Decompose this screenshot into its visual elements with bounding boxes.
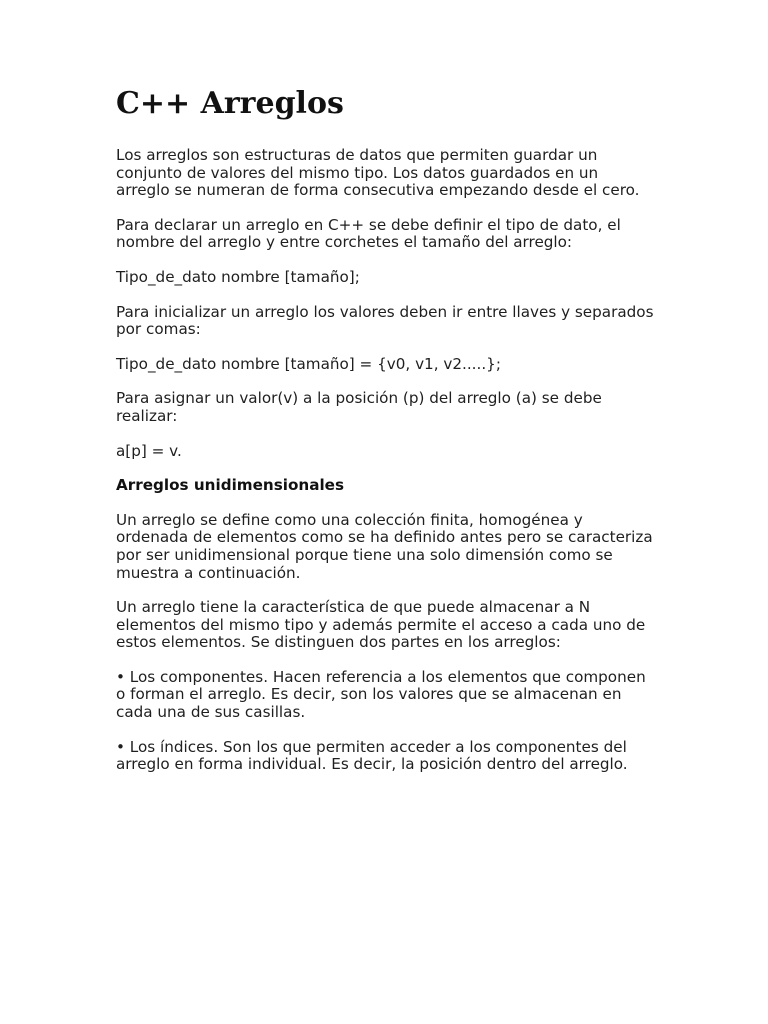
declare-syntax: Tipo_de_dato nombre [tamaño]; xyxy=(116,267,360,286)
bullet-components: • Los componentes. Hacen referencia a los elementos que componen o forman el arreglo. Es decir, son los valores que se almacenan en cada una de sus casillas. xyxy=(116,667,646,722)
bullet-indices: • Los índices. Son los que permiten acceder a los componentes del arreglo en forma individual. Es decir, la posición dentro del arreglo. xyxy=(116,737,628,774)
unidim-feature-paragraph: Un arreglo tiene la característica de que puede almacenar a N elementos del mismo tipo y además permite el acceso a cada uno de estos elementos. Se distinguen dos partes en los arreglos: xyxy=(116,598,646,652)
section-heading: Arreglos unidimensionales xyxy=(116,476,345,495)
document-page xyxy=(116,84,656,791)
init-paragraph: Para inicializar un arreglo los valores deben ir entre llaves y separados por comas: xyxy=(116,302,654,339)
init-syntax: Tipo_de_dato nombre [tamaño] = {v0, v1, v2.....}; xyxy=(116,354,501,373)
assign-paragraph: Para asignar un valor(v) a la posición (p) del arreglo (a) se debe realizar: xyxy=(116,389,602,425)
assign-syntax: a[p] = v. xyxy=(116,441,182,460)
declare-paragraph: Para declarar un arreglo en C++ se debe definir el tipo de dato, el nombre del arreglo y entre corchetes el tamaño del arreglo: xyxy=(116,215,621,252)
page-title: C++ Arreglos xyxy=(116,86,344,121)
unidim-definition-paragraph: Un arreglo se define como una colección finita, homogénea y ordenada de elementos como se ha definido antes pero se caracteriza por ser unidimensional porque tiene una solo dimensión como se muestra a continuación. xyxy=(116,510,653,582)
intro-paragraph: Los arreglos son estructuras de datos que permiten guardar un conjunto de valores del mismo tipo. Los datos guardados en un arreglo se numeran de forma consecutiva empezando desde el cero. xyxy=(116,146,640,200)
